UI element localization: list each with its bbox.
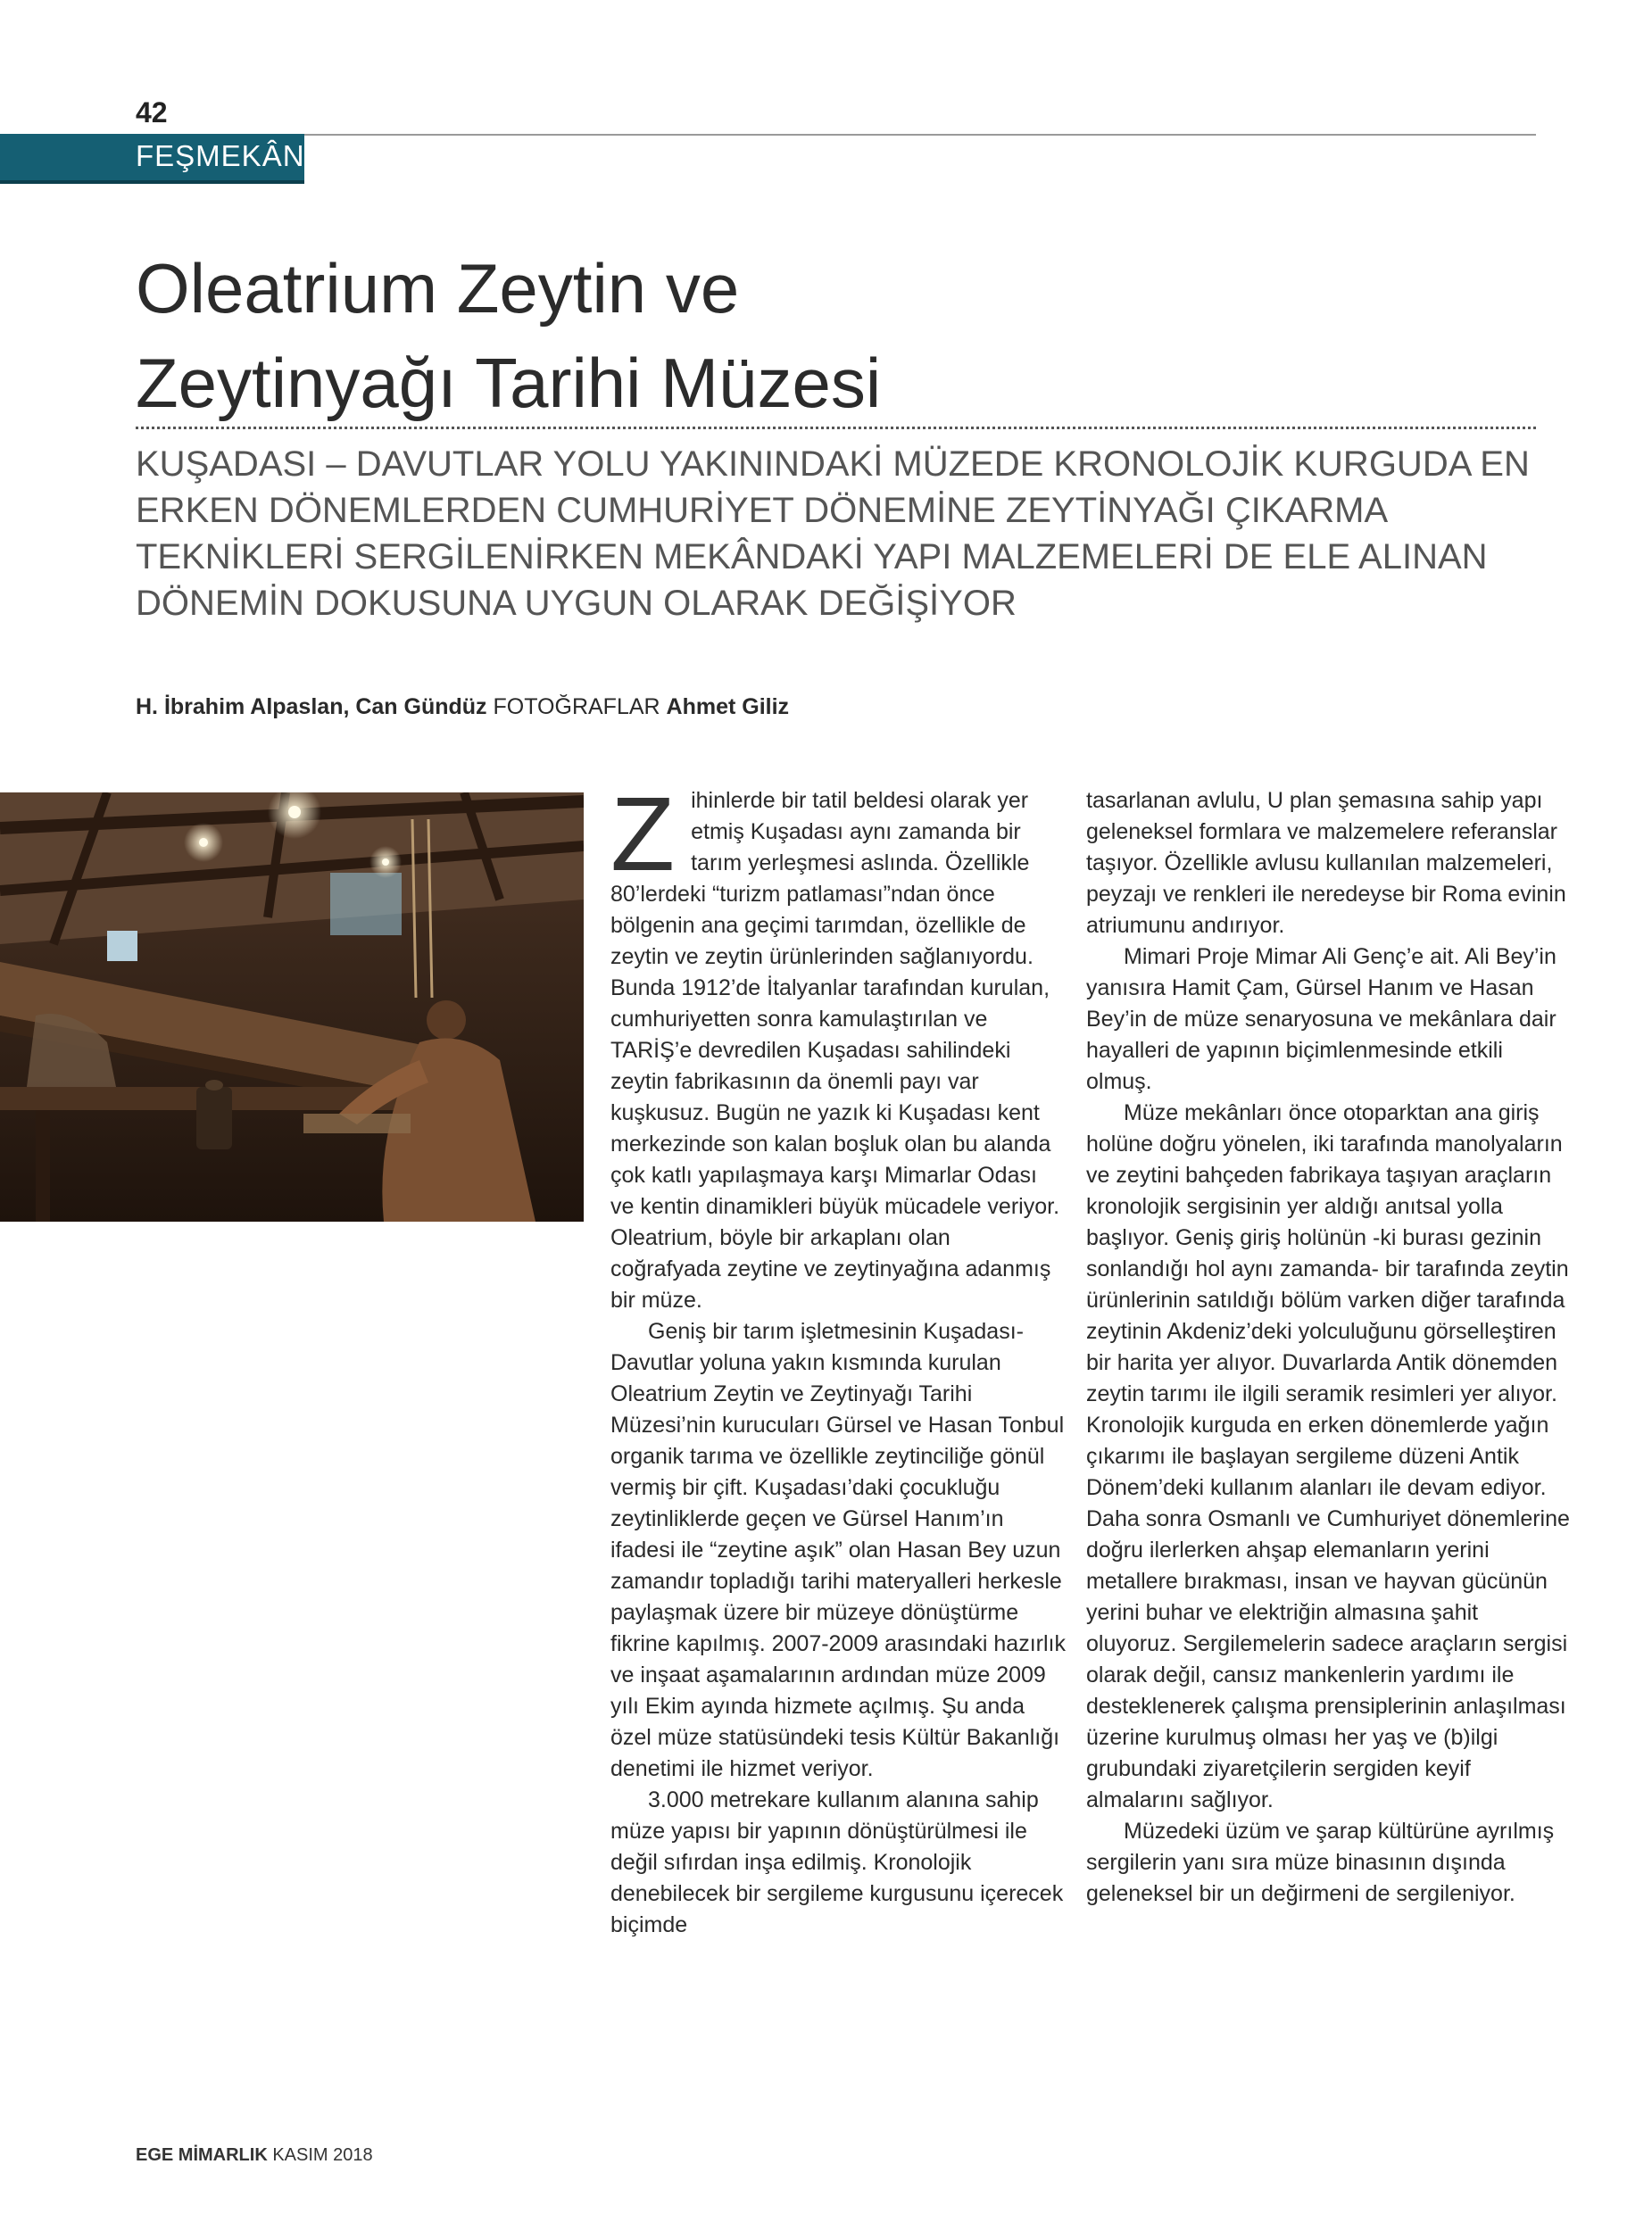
- museum-photo: [0, 792, 584, 1222]
- title-line-1: Oleatrium Zeytin ve: [136, 249, 740, 328]
- text-column-2: [1086, 785, 1573, 1910]
- paragraph: 3.000 metrekare kullanım alanına sahip müze yapısı bir yapının dönüştürülmesi ile değil sıfırdan inşa edilmiş. Kronolojik denebilecek bir sergileme kurgusunu içerecek biçimde: [610, 1787, 1064, 1937]
- byline: [136, 694, 789, 720]
- paragraph: Müze mekânları önce otoparktan ana giriş holüne doğru yönelen, iki tarafında manolyaların ve zeytini bahçeden fabrikaya taşıyan araçların kronolojik sergisinin yer aldığı anıtsal yolla başlıyor. Geniş giriş holünün -ki burası gezinin sonlandığı hol aynı zamanda- bir tarafında zeytin ürünlerinin satıldığı bölüm varken diğer tarafında zeytinin Akdeniz’deki yolculuğunu görselleştiren bir harita yer alıyor. Duvarlarda Antik dönemden zeytin tarımı ile ilgili seramik resimleri yer alıyor. Kronolojik kurguda en erken dönemlerde yağın çıkarımı ile başlayan sergileme düzeni Antik Dönem’deki kullanım alanları ile devam ediyor. Daha sonra Osmanlı ve Cumhuriyet dönemlerine doğru ilerlerken ahşap elemanların yerini metallere bırakması, insan ve hayvan gücünün yerini buhar ve elektriğin almasına şahit oluyoruz. Sergilemelerin sadece araçların sergisi olarak değil, cansız mankenlerin yardımı ile desteklenerek çalışma prensiplerinin anlaşılması üzerine kurulmuş olması her yaş ve (b)ilgi grubundaki ziyaretçilerin sergiden keyif almalarını sağlıyor.: [1086, 1100, 1570, 1812]
- magazine-name: EGE MİMARLIK: [136, 2145, 268, 2165]
- olive-press-image: [0, 792, 584, 1222]
- header-rule: [300, 134, 1536, 136]
- article-subtitle: KUŞADASI – DAVUTLAR YOLU YAKININDAKİ MÜZEDE KRONOLOJİK KURGUDA EN ERKEN DÖNEMLERDEN CUMHURİYET DÖNEMİNE ZEYTİNYAĞI ÇIKARMA TEKNİKLERİ SERGİLENİRKEN MEKÂNDAKİ YAPI MALZEMELERİ DE ELE ALINAN DÖNEMİN DOKUSUNA UYGUN OLARAK DEĞİŞİYOR: [136, 444, 1530, 623]
- paragraph: Müzedeki üzüm ve şarap kültürüne ayrılmış sergilerin yanı sıra müze binasının dışında geleneksel bir un değirmeni de sergileniyor.: [1086, 1819, 1555, 1906]
- paragraph-text: ihinlerde bir tatil beldesi olarak yer etmiş Kuşadası aynı zamanda bir tarım yerleşmesi aslında. Özellikle 80’lerdeki “turizm patlaması”ndan önce bölgenin ana geçimi tarımdan, özellikle de zeytin ve zeytin ürünlerinden sağlanıyordu. Bunda 1912’de İtalyanlar tarafından kurulan, cumhuriyetten sonra kamulaştırılan ve TARİŞ’e devredilen Kuşadası sahilindeki zeytin fabrikasının da önemli payı var kuşkusuz. Bugün ne yazık ki Kuşadası kent merkezinde son kalan boşluk olan bu alanda çok katlı yapılaşmaya karşı Mimarlar Odası ve kentin dinamikleri büyük mücadele veriyor. Oleatrium, böyle bir arkaplanı olan coğrafyada zeytine ve zeytinyağına adanmış bir müze.: [610, 788, 1060, 1313]
- drop-cap: Z: [610, 775, 676, 893]
- article-title: [136, 241, 1474, 430]
- paragraph: tasarlanan avlulu, U plan şemasına sahip yapı geleneksel formlara ve malzemelere referanslar taşıyor. Özellikle avlusu kullanılan malzemeleri, peyzajı ve renkleri ile neredeyse bir Roma evinin atriumunu andırıyor.: [1086, 788, 1566, 938]
- section-label: FEŞMEKÂN: [136, 139, 305, 172]
- title-line-2: Zeytinyağı Tarihi Müzesi: [136, 344, 882, 422]
- section-tag: [0, 134, 304, 184]
- photographer: Ahmet Giliz: [666, 694, 790, 719]
- page-footer: [136, 2145, 373, 2166]
- page-number: 42: [136, 96, 168, 129]
- text-column-1: [610, 775, 1066, 1941]
- paragraph: Mimari Proje Mimar Ali Genç’e ait. Ali Bey’in yanısıra Hamit Çam, Gürsel Hanım ve Hasan Bey’in de müze senaryosuna ve mekânlara dair hayalleri de yapının biçimlenmesinde etkili olmuş.: [1086, 944, 1557, 1094]
- paragraph: Geniş bir tarım işletmesinin Kuşadası-Davutlar yoluna yakın kısmında kurulan Oleatrium Zeytin ve Zeytinyağı Tarihi Müzesi’nin kurucuları Gürsel ve Hasan Tonbul organik tarıma ve özellikle zeytinciliğe gönül vermiş bir çift. Kuşadası’daki çocukluğu zeytinliklerde geçen ve Gürsel Hanım’ın ifadesi ile “zeytine aşık” olan Hasan Bey uzun zamandır topladığı tarihi materyalleri herkesle paylaşmak üzere bir müzeye dönüştürme fikrine kapılmış. 2007-2009 arasındaki hazırlık ve inşaat aşamalarının ardından müze 2009 yılı Ekim ayında hizmete açılmış. Şu anda özel müze statüsündeki tesis Kültür Bakanlığı denetimi ile hizmet veriyor.: [610, 1319, 1066, 1781]
- title-divider: [136, 427, 1536, 429]
- photo-credit-label: FOTOĞRAFLAR: [493, 694, 660, 719]
- authors: H. İbrahim Alpaslan, Can Gündüz: [136, 694, 487, 719]
- issue-date: KASIM 2018: [272, 2145, 373, 2165]
- paragraph: [610, 775, 1066, 1316]
